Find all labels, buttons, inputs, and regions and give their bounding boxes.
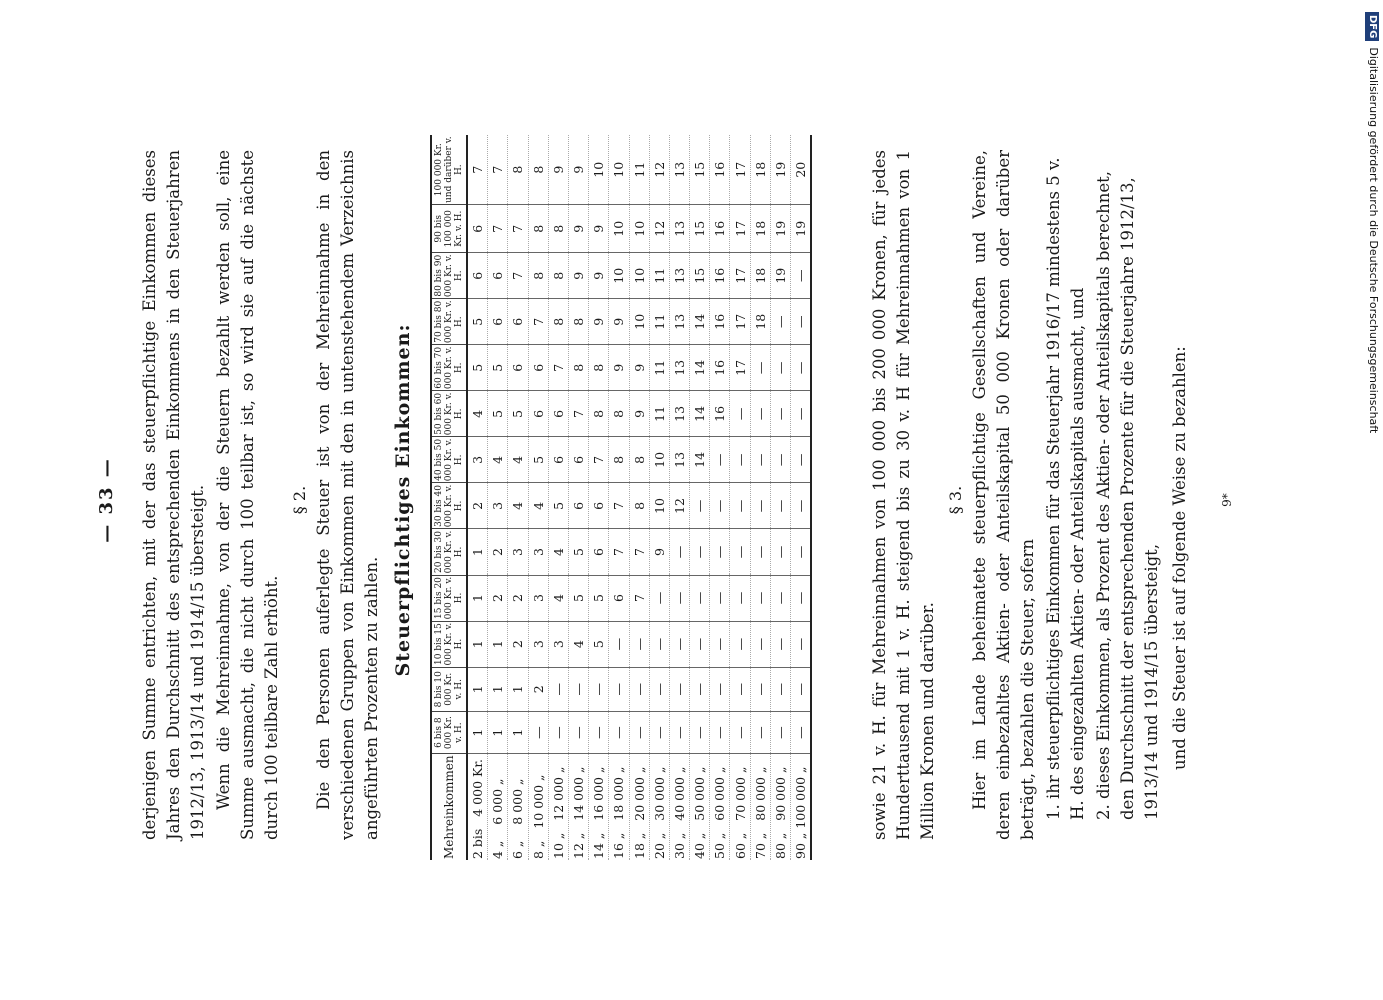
column-header-12: 100 000 Kr. und darüber v. H. [431, 135, 467, 205]
table-cell: 13 [669, 135, 689, 205]
table-cell: — [750, 437, 770, 483]
table-header-row [431, 135, 467, 860]
table-cell: — [629, 621, 649, 667]
table-cell: 5 [467, 345, 488, 391]
row-label: 40 „ 50 000 „ [690, 754, 710, 860]
table-cell: 9 [548, 135, 568, 205]
table-cell: — [649, 621, 669, 667]
table-cell: 2 [508, 621, 528, 667]
table-row [710, 135, 730, 860]
table-cell: 7 [508, 253, 528, 299]
table-cell: 16 [710, 345, 730, 391]
table-cell: 3 [508, 529, 528, 575]
table-cell: 15 [690, 205, 710, 253]
table-cell: — [770, 529, 790, 575]
table-cell: 19 [770, 135, 790, 205]
row-label: 14 „ 16 000 „ [589, 754, 609, 860]
table-cell: 1 [467, 621, 488, 667]
table-cell: 7 [488, 205, 508, 253]
row-label: 50 „ 60 000 „ [710, 754, 730, 860]
column-header-5: 30 bis 40 000 Kr. v. H. [431, 483, 467, 529]
table-cell: 8 [548, 205, 568, 253]
table-cell: — [750, 483, 770, 529]
table-cell: 15 [690, 135, 710, 205]
table-cell: — [669, 575, 689, 621]
row-label: 4 „ 6 000 „ [488, 754, 508, 860]
table-cell: 16 [710, 135, 730, 205]
table-cell: — [710, 483, 730, 529]
column-header-mehreinkommen: Mehreinkommen [431, 754, 467, 860]
table-cell: 7 [528, 299, 548, 345]
table-cell: 18 [750, 205, 770, 253]
table-row [791, 135, 812, 860]
table-cell: 8 [528, 205, 548, 253]
row-label: 2 bis 4 000 Kr. [467, 754, 488, 860]
table-cell: 5 [467, 299, 488, 345]
column-header-11: 90 bis 100 000 Kr. v. H. [431, 205, 467, 253]
table-cell: 4 [488, 437, 508, 483]
table-cell: 17 [730, 299, 750, 345]
table-cell: 16 [710, 299, 730, 345]
table-cell: 8 [609, 437, 629, 483]
table-cell: — [609, 667, 629, 711]
table-cell: 6 [548, 437, 568, 483]
table-cell: 1 [467, 529, 488, 575]
table-cell: — [791, 483, 812, 529]
table-cell: 8 [589, 345, 609, 391]
row-label: 12 „ 14 000 „ [568, 754, 588, 860]
table-cell: — [730, 621, 750, 667]
row-label: 80 „ 90 000 „ [770, 754, 790, 860]
table-cell: — [770, 345, 790, 391]
table-cell: — [690, 575, 710, 621]
table-row [589, 135, 609, 860]
table-cell: 5 [488, 345, 508, 391]
table-cell: 9 [568, 135, 588, 205]
table-cell: 2 [488, 529, 508, 575]
table-cell: 4 [528, 483, 548, 529]
dfg-logo: DFG [1365, 12, 1379, 41]
table-cell: 8 [568, 345, 588, 391]
table-cell: 1 [488, 711, 508, 754]
row-label: 10 „ 12 000 „ [548, 754, 568, 860]
table-row [488, 135, 508, 860]
table-cell: 10 [649, 483, 669, 529]
table-cell: — [791, 667, 812, 711]
table-cell: 13 [669, 391, 689, 437]
table-cell: 10 [589, 135, 609, 205]
table-cell: — [770, 667, 790, 711]
table-cell: 7 [629, 575, 649, 621]
table-cell: 7 [629, 529, 649, 575]
table-cell: — [770, 391, 790, 437]
table-cell: 2 [508, 575, 528, 621]
table-cell: 16 [710, 253, 730, 299]
section-2-heading: § 2. [290, 485, 309, 515]
column-header-9: 70 bis 80 000 Kr. v. H. [431, 299, 467, 345]
table-cell: 1 [467, 575, 488, 621]
table-cell: — [750, 529, 770, 575]
table-cell: 11 [649, 345, 669, 391]
table-row [508, 135, 528, 860]
table-row [528, 135, 548, 860]
table-cell: 11 [649, 253, 669, 299]
table-cell: — [568, 667, 588, 711]
table-cell: — [669, 667, 689, 711]
table-cell: 6 [589, 529, 609, 575]
table-cell: 17 [730, 345, 750, 391]
table-cell: 1 [467, 711, 488, 754]
table-cell: 3 [548, 621, 568, 667]
row-label: 70 „ 80 000 „ [750, 754, 770, 860]
table-cell: 6 [528, 391, 548, 437]
row-label: 20 „ 30 000 „ [649, 754, 669, 860]
table-cell: — [730, 483, 750, 529]
column-header-6: 40 bis 50 000 Kr. v. H. [431, 437, 467, 483]
table-cell: — [791, 391, 812, 437]
table-cell: 10 [629, 253, 649, 299]
table-cell: 12 [669, 483, 689, 529]
table-cell: 4 [508, 483, 528, 529]
table-cell: 9 [589, 299, 609, 345]
list-item-1: 1. ihr steuerpflichtiges Einkommen für das Steuerjahr 1916/17 mindestens 5 v. H. des eingezahlten Aktien- oder Anteilskapitals ausmacht, und [1044, 157, 1087, 820]
table-cell: 2 [528, 667, 548, 711]
table-cell: 6 [508, 299, 528, 345]
table-cell: — [649, 711, 669, 754]
table-cell: 5 [508, 391, 528, 437]
table-cell: 5 [548, 483, 568, 529]
table-cell: 5 [589, 575, 609, 621]
dfg-funding-note: Digitalisierung gefördert durch die Deutsche Forschungsgemeinschaft [1367, 47, 1380, 434]
table-cell: 8 [528, 135, 548, 205]
table-cell: 10 [609, 135, 629, 205]
table-cell: — [750, 711, 770, 754]
table-cell: 13 [669, 205, 689, 253]
table-cell: 18 [750, 135, 770, 205]
table-cell: 12 [649, 205, 669, 253]
table-cell: 9 [568, 253, 588, 299]
table-cell: 6 [589, 483, 609, 529]
table-cell: 5 [568, 529, 588, 575]
table-row [467, 135, 488, 860]
table-cell: 8 [609, 391, 629, 437]
table-cell: — [730, 529, 750, 575]
table-cell: 1 [467, 667, 488, 711]
table-cell: — [750, 575, 770, 621]
section-3-heading: § 3. [946, 485, 965, 515]
table-cell: 19 [791, 205, 812, 253]
table-cell: — [669, 529, 689, 575]
table-cell: 9 [629, 391, 649, 437]
table-cell: — [690, 529, 710, 575]
table-cell: 14 [690, 299, 710, 345]
table-cell: 1 [508, 667, 528, 711]
table-cell: 14 [690, 437, 710, 483]
table-cell: 8 [629, 437, 649, 483]
table-cell: 9 [609, 345, 629, 391]
table-cell: 10 [629, 205, 649, 253]
table-cell: — [589, 711, 609, 754]
table-cell: 9 [629, 345, 649, 391]
table-cell: 14 [690, 345, 710, 391]
column-header-4: 20 bis 30 000 Kr. v. H. [431, 529, 467, 575]
table-cell: 12 [649, 135, 669, 205]
table-cell: 6 [467, 253, 488, 299]
column-header-0: 6 bis 8 000 Kr. v. H. [431, 711, 467, 754]
table-cell: 9 [609, 299, 629, 345]
table-cell: 6 [609, 575, 629, 621]
table-cell: — [770, 483, 790, 529]
table-cell: — [710, 437, 730, 483]
row-label: 6 „ 8 000 „ [508, 754, 528, 860]
table-cell: 6 [467, 205, 488, 253]
table-cell: — [791, 345, 812, 391]
table-cell: — [690, 711, 710, 754]
paragraph-2: Wenn die Mehreinnahme, von der die Steuern bezahlt werden soll, eine Summe ausmacht, die nicht durch 100 teilbar ist, so wird sie auf die nächste durch 100 teilbare Zahl erhöht. [214, 150, 281, 840]
table-cell: 3 [528, 621, 548, 667]
table-row [629, 135, 649, 860]
table-cell: — [791, 299, 812, 345]
table-cell: 5 [488, 391, 508, 437]
table-cell: 7 [568, 391, 588, 437]
table-cell: 17 [730, 205, 750, 253]
table-cell: 7 [609, 483, 629, 529]
table-cell: 3 [467, 437, 488, 483]
table-cell: — [669, 621, 689, 667]
table-cell: 16 [710, 391, 730, 437]
table-cell: — [548, 667, 568, 711]
table-cell: 4 [508, 437, 528, 483]
table-cell: 5 [568, 575, 588, 621]
table-cell: — [730, 391, 750, 437]
table-cell: 6 [568, 437, 588, 483]
table-cell: — [770, 621, 790, 667]
table-title: Steuerpflichtiges Einkommen: [392, 323, 414, 677]
table-cell: 2 [467, 483, 488, 529]
table-cell: 9 [649, 529, 669, 575]
table-row [568, 135, 588, 860]
column-header-10: 80 bis 90 000 Kr. v. H. [431, 253, 467, 299]
table-cell: 6 [488, 253, 508, 299]
table-cell: 4 [548, 529, 568, 575]
table-cell: — [629, 667, 649, 711]
table-cell: 18 [750, 299, 770, 345]
table-cell: — [669, 711, 689, 754]
table-cell: 5 [528, 437, 548, 483]
table-cell: — [750, 391, 770, 437]
table-cell: — [770, 437, 790, 483]
row-label: 30 „ 40 000 „ [669, 754, 689, 860]
table-cell: 14 [690, 391, 710, 437]
table-body [467, 135, 811, 860]
table-cell: 13 [669, 437, 689, 483]
table-cell: 10 [629, 299, 649, 345]
table-cell: 11 [649, 299, 669, 345]
table-cell: 1 [508, 711, 528, 754]
table-cell: 19 [770, 205, 790, 253]
table-cell: — [770, 575, 790, 621]
table-cell: — [791, 621, 812, 667]
table-cell: 2 [488, 575, 508, 621]
table-row [730, 135, 750, 860]
row-label: 60 „ 70 000 „ [730, 754, 750, 860]
table-cell: 17 [730, 135, 750, 205]
table-cell: — [548, 711, 568, 754]
table-cell: 19 [770, 253, 790, 299]
table-cell: — [791, 575, 812, 621]
table-cell: — [710, 621, 730, 667]
table-cell: — [609, 711, 629, 754]
table-cell: 3 [528, 575, 548, 621]
table-cell: 7 [609, 529, 629, 575]
row-label: 16 „ 18 000 „ [609, 754, 629, 860]
table-row [669, 135, 689, 860]
table-cell: 8 [589, 391, 609, 437]
column-header-3: 15 bis 20 000 Kr. v. H. [431, 575, 467, 621]
table-cell: 13 [669, 253, 689, 299]
table-cell: 13 [669, 345, 689, 391]
signature-mark: 9* [1220, 493, 1234, 507]
paragraph-4: sowie 21 v. H. für Mehreinnahmen von 100 000 bis 200 000 Kronen, für jedes Hunderttausend mit 1 v. H. steigend bis zu 30 v. H für Mehreinnahmen von 1 Million Kronen und darüber. [870, 150, 937, 840]
row-label: 18 „ 20 000 „ [629, 754, 649, 860]
table-cell: — [710, 667, 730, 711]
table-cell: 11 [649, 391, 669, 437]
table-cell: 1 [488, 621, 508, 667]
column-header-2: 10 bis 15 000 Kr. v. H. [431, 621, 467, 667]
dfg-margin-strip [1363, 0, 1383, 1000]
table-cell: 10 [649, 437, 669, 483]
table-cell: — [710, 711, 730, 754]
table-row [609, 135, 629, 860]
table-row [750, 135, 770, 860]
table-cell: — [730, 667, 750, 711]
table-cell: 8 [548, 253, 568, 299]
table-cell: — [730, 437, 750, 483]
table-cell: 4 [548, 575, 568, 621]
table-cell: 6 [528, 345, 548, 391]
table-row [548, 135, 568, 860]
table-cell: 8 [508, 135, 528, 205]
table-cell: 7 [548, 345, 568, 391]
table-cell: — [710, 529, 730, 575]
table-cell: 7 [589, 437, 609, 483]
table-cell: — [791, 711, 812, 754]
table-cell: 6 [548, 391, 568, 437]
table-cell: 6 [568, 483, 588, 529]
table-cell: 11 [629, 135, 649, 205]
table-row [690, 135, 710, 860]
table-cell: — [791, 253, 812, 299]
table-cell: — [568, 711, 588, 754]
table-cell: 8 [629, 483, 649, 529]
paragraph-1: derjenigen Summe entrichten, mit der das steuerpflichtige Einkommen dieses Jahres den Durchschnitt des entsprechenden Einkommens in den Steuerjahren 1912/13, 1913/14 und 1914/15 übersteigt. [140, 150, 207, 840]
table-cell: 3 [528, 529, 548, 575]
table-cell: 7 [488, 135, 508, 205]
table-cell: — [750, 345, 770, 391]
table-cell: 16 [710, 205, 730, 253]
table-cell: — [589, 667, 609, 711]
row-label: 8 „ 10 000 „ [528, 754, 548, 860]
column-header-1: 8 bis 10 000 Kr. v. H. [431, 667, 467, 711]
table-cell: — [609, 621, 629, 667]
table-cell: 6 [508, 345, 528, 391]
paragraph-6: und die Steuer ist auf folgende Weise zu bezahlen: [1170, 346, 1189, 770]
table-cell: 1 [488, 667, 508, 711]
table-cell: — [710, 575, 730, 621]
table-cell: — [750, 621, 770, 667]
table-cell: 7 [467, 135, 488, 205]
table-cell: — [690, 483, 710, 529]
table-cell: — [791, 529, 812, 575]
table-row [770, 135, 790, 860]
table-cell: 10 [609, 253, 629, 299]
paragraph-5: Hier im Lande beheimatete steuerpflichtige Gesellschaften und Vereine, deren einbezahltes Aktien- oder Anteilskapital 50 000 Kronen oder darüber beträgt, bezahlen die Steuer, sofern [970, 150, 1037, 840]
table-cell: 20 [791, 135, 812, 205]
table-cell: — [770, 299, 790, 345]
table-cell: — [690, 667, 710, 711]
table-cell: — [791, 437, 812, 483]
table-cell: 3 [488, 483, 508, 529]
column-header-7: 50 bis 60 000 Kr. v. H. [431, 391, 467, 437]
row-label: 90 „ 100 000 „ [791, 754, 812, 860]
table-cell: 8 [528, 253, 548, 299]
table-cell: 6 [488, 299, 508, 345]
table-cell: 9 [589, 205, 609, 253]
table-cell: — [730, 575, 750, 621]
table-cell: 4 [467, 391, 488, 437]
table-cell: 5 [589, 621, 609, 667]
table-cell: — [770, 711, 790, 754]
table-cell: 9 [568, 205, 588, 253]
tax-rate-table [430, 135, 812, 860]
table-cell: — [649, 667, 669, 711]
table-cell: — [730, 711, 750, 754]
table-cell: 8 [548, 299, 568, 345]
table-cell: — [528, 711, 548, 754]
table-cell: 10 [609, 205, 629, 253]
table-cell: — [750, 667, 770, 711]
table-cell: 7 [508, 205, 528, 253]
paragraph-3: Die den Personen auferlegte Steuer ist von der Mehreinnahme in den verschiedenen Gruppen von Einkommen mit den in untenstehendem Verzeichnis angeführten Prozenten zu zahlen. [314, 150, 381, 840]
column-header-8: 60 bis 70 000 Kr. v. H. [431, 345, 467, 391]
table-cell: 15 [690, 253, 710, 299]
table-cell: — [629, 711, 649, 754]
table-cell: — [649, 575, 669, 621]
table-cell: 9 [589, 253, 609, 299]
table-cell: 18 [750, 253, 770, 299]
page-number: — 33 — [96, 457, 117, 543]
table-cell: 4 [568, 621, 588, 667]
table-row [649, 135, 669, 860]
table-cell: 8 [568, 299, 588, 345]
list-item-2: 2. dieses Einkommen, als Prozent des Aktien- oder Anteilskapitals berechnet, den Durchschnitt der entsprechenden Prozente für die Steuerjahre 1912/13, 1913/14 und 1914/15 übersteigt, [1094, 171, 1161, 820]
table-cell: — [690, 621, 710, 667]
table-cell: 13 [669, 299, 689, 345]
table-cell: 17 [730, 253, 750, 299]
